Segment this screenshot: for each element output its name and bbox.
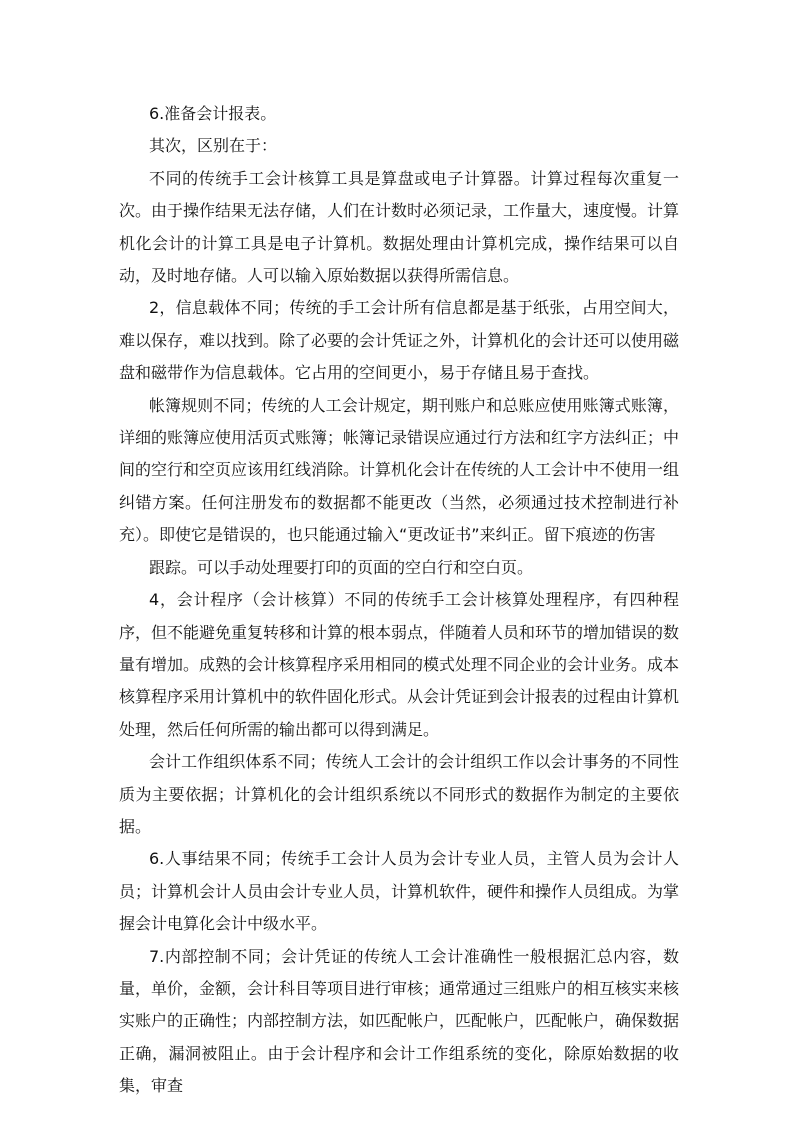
paragraph-information-carrier: 2，信息载体不同；传统的手工会计所有信息都是基于纸张，占用空间大，难以保存，难以找到。除了必要的会计凭证之外，计算机化的会计还可以使用磁盘和磁带作为信息载体。它占用的空间更小，易于存储且易于查找。 [119, 298, 680, 383]
paragraph-personnel-structure: 6.人事结果不同；传统手工会计人员为会计专业人员，主管人员为会计人员；计算机会计人员由会计专业人员，计算机软件，硬件和操作人员组成。为掌握会计电算化会计中级水平。 [119, 849, 680, 934]
paragraph-accounting-procedures: 4，会计程序（会计核算）不同的传统手工会计核算处理程序，有四种程序，但不能避免重复转移和计算的根本弱点，伴随着人员和环节的增加错误的数量有增加。成熟的会计核算程序采用相同的模式处理不同企业的会计业务。成本核算程序采用计算机中的软件固化形式。从会计凭证到会计报表的过程由计算机处理，然后任何所需的输出都可以得到满足。 [119, 590, 680, 739]
paragraph-ledger-rules: 帐簿规则不同；传统的人工会计规定，期刊账户和总账应使用账簿式账簿，详细的账簿应使用活页式账簿；帐簿记录错误应通过行方法和红字方法纠正；中间的空行和空页应该用红线消除。计算机化会计在传统的人工会计中不使用一组纠错方案。任何注册发布的数据都不能更改（当然，必须通过技术控制进行补充）。即使它是错误的，也只能通过输入“更改证书”来纠正。留下痕迹的伤害 [119, 395, 680, 545]
document-body [119, 98, 679, 1103]
paragraph-organization-system: 会计工作组织体系不同；传统人工会计的会计组织工作以会计事务的不同性质为主要依据；计算机化的会计组织系统以不同形式的数据作为制定的主要依据。 [119, 752, 679, 836]
paragraph-differences-intro: 其次，区别在于： [149, 136, 278, 156]
paragraph-tracking: 跟踪。可以手动处理要打印的页面的空白行和空白页。 [149, 557, 534, 577]
paragraph-calculation-tools: 不同的传统手工会计核算工具是算盘或电子计算器。计算过程每次重复一次。由于操作结果无法存储，人们在计数时必须记录，工作量大，速度慢。计算机化会计的计算工具是电子计算机。数据处理由计算机完成，操作结果可以自动，及时地存储。人可以输入原始数据以获得所需信息。 [119, 168, 680, 286]
paragraph-prepare-reports: 6.准备会计报表。 [149, 104, 277, 123]
paragraph-internal-control: 7.内部控制不同；会计凭证的传统人工会计准确性一般根据汇总内容，数量，单价，金额，会计科目等项目进行审核；通常通过三组账户的相互核实来核实账户的正确性；内部控制方法，如匹配帐户，匹配帐户，匹配帐户，确保数据正确，漏洞被阻止。由于会计程序和会计工作组系统的变化，除原始数据的收集，审查 [119, 946, 680, 1096]
